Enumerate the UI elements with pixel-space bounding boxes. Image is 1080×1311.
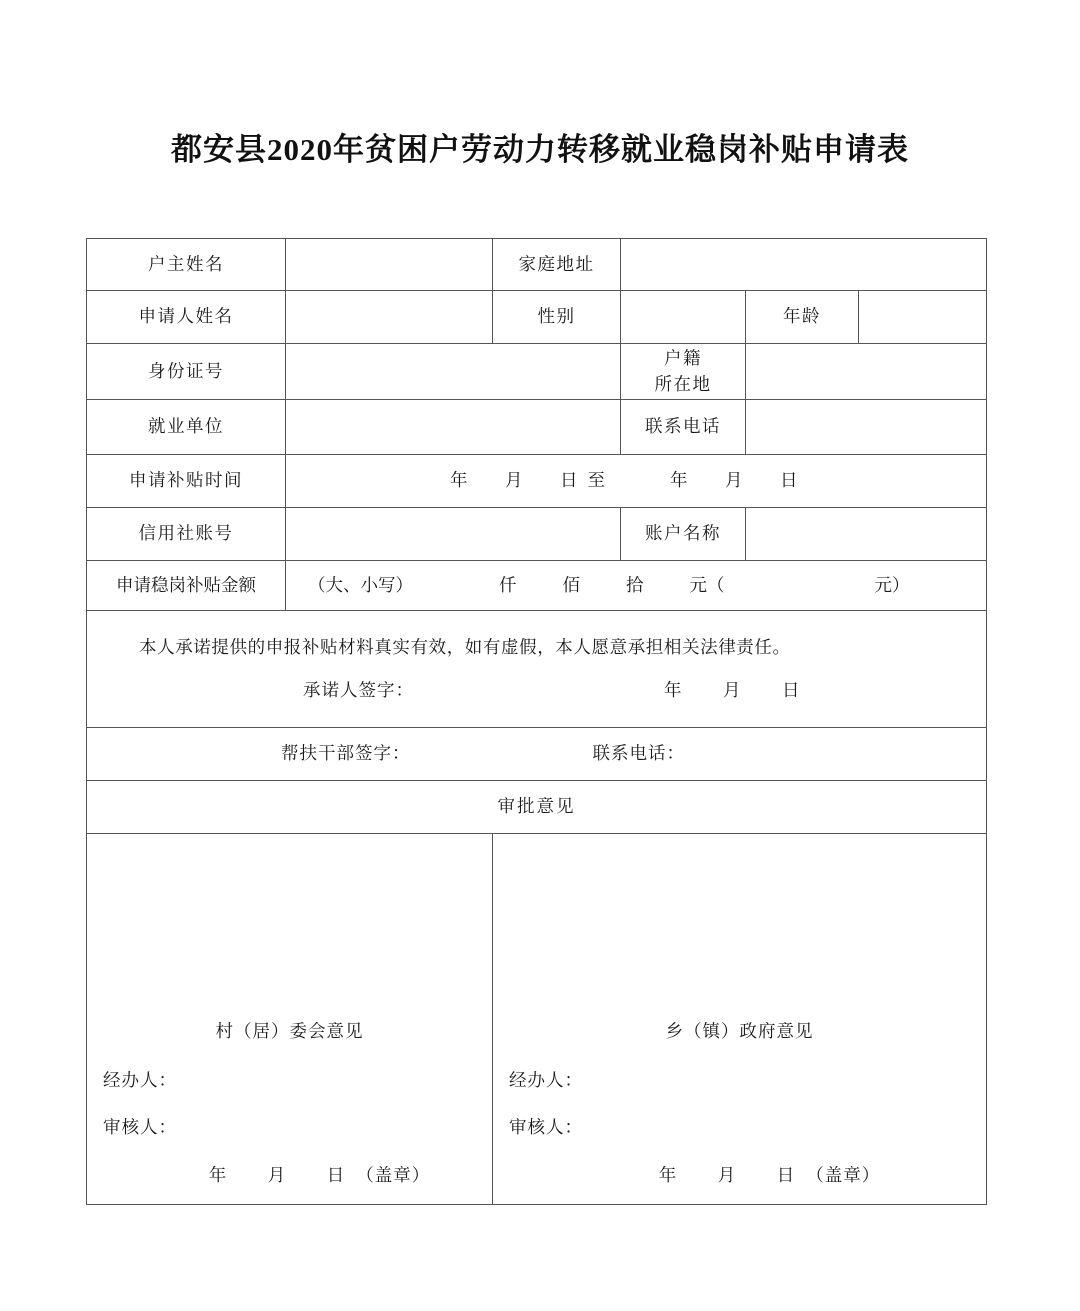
helper-cadre-section	[87, 728, 987, 781]
label-household-registration-line1: 户籍	[664, 348, 702, 369]
township-handler-label: 经办人：	[509, 1069, 583, 1090]
field-id-number[interactable]	[286, 344, 621, 400]
field-home-address[interactable]	[621, 239, 987, 291]
label-contact-phone: 联系电话	[621, 400, 746, 455]
label-household-registration-place	[621, 344, 746, 400]
amount-prefix: （大、小写）	[308, 574, 413, 595]
label-home-address: 家庭地址	[493, 239, 621, 291]
label-age: 年龄	[746, 291, 859, 344]
township-seal-note: （盖章）	[806, 1164, 881, 1185]
label-credit-union-account: 信用社账号	[87, 508, 286, 561]
village-committee-signature-block	[103, 1068, 476, 1188]
table-row	[87, 834, 987, 1205]
subsidy-amount-template	[292, 573, 980, 598]
subsidy-period-date-placeholder: 年 月 日至 年 月 日	[450, 470, 808, 491]
village-committee-opinion-title: 村（居）委会意见	[215, 1021, 364, 1042]
field-applicant-name[interactable]	[286, 291, 493, 344]
label-employer: 就业单位	[87, 400, 286, 455]
label-account-name: 账户名称	[621, 508, 746, 561]
table-row	[87, 781, 987, 834]
village-handler-label: 经办人：	[103, 1069, 177, 1090]
amount-yuan-close: 元）	[874, 574, 910, 595]
table-row	[87, 561, 987, 611]
label-household-registration-line2: 所在地	[654, 373, 712, 394]
commitment-date-placeholder: 年 月 日	[664, 680, 812, 700]
field-credit-union-account[interactable]	[286, 508, 621, 561]
commitment-signature-label: 承诺人签字：	[303, 680, 414, 700]
label-household-head-name: 户主姓名	[87, 239, 286, 291]
label-subsidy-period: 申请补贴时间	[87, 455, 286, 508]
subsidy-application-table	[86, 238, 987, 1205]
page-title: 都安县2020年贫困户劳动力转移就业稳岗补贴申请表	[171, 132, 909, 167]
amount-unit-bai: 佰	[562, 574, 580, 595]
amount-unit-qian: 仟	[499, 574, 517, 595]
township-reviewer-label: 审核人：	[509, 1117, 583, 1138]
table-row	[87, 508, 987, 561]
township-government-opinion-cell[interactable]	[493, 834, 987, 1205]
table-row	[87, 291, 987, 344]
helper-cadre-signature-label: 帮扶干部签字：	[281, 743, 411, 764]
village-committee-opinion-cell[interactable]	[87, 834, 493, 1205]
township-signature-block	[509, 1068, 970, 1188]
field-contact-phone[interactable]	[746, 400, 987, 455]
helper-cadre-line[interactable]	[93, 741, 980, 766]
village-seal-note: （盖章）	[356, 1164, 431, 1185]
table-row	[87, 239, 987, 291]
township-date-seal-line	[509, 1163, 970, 1188]
table-row	[87, 455, 987, 508]
amount-unit-shi: 拾	[626, 574, 644, 595]
village-date-seal-line	[103, 1163, 476, 1188]
helper-cadre-phone-label: 联系电话：	[592, 743, 685, 764]
amount-yuan-open: 元（	[689, 574, 725, 595]
approval-section-header: 审批意见	[87, 781, 987, 834]
field-household-head-name[interactable]	[286, 239, 493, 291]
table-row	[87, 400, 987, 455]
table-row	[87, 728, 987, 781]
field-account-name[interactable]	[746, 508, 987, 561]
field-subsidy-period[interactable]	[286, 455, 987, 508]
field-household-registration-place[interactable]	[746, 344, 987, 400]
label-id-number: 身份证号	[87, 344, 286, 400]
village-reviewer-label: 审核人：	[103, 1117, 177, 1138]
township-date-placeholder: 年 月 日	[658, 1164, 807, 1185]
township-government-opinion-title: 乡（镇）政府意见	[665, 1021, 814, 1042]
field-age[interactable]	[859, 291, 987, 344]
table-row	[87, 344, 987, 400]
commitment-signature-line[interactable]	[93, 678, 980, 703]
table-row	[87, 611, 987, 728]
field-gender[interactable]	[621, 291, 746, 344]
label-gender: 性别	[493, 291, 621, 344]
commitment-text: 本人承诺提供的申报补贴材料真实有效，如有虚假，本人愿意承担相关法律责任。	[139, 636, 791, 657]
commitment-section	[87, 611, 987, 728]
label-applicant-name: 申请人姓名	[87, 291, 286, 344]
village-date-placeholder: 年 月 日	[208, 1164, 357, 1185]
field-subsidy-amount[interactable]	[286, 561, 987, 611]
field-employer[interactable]	[286, 400, 621, 455]
label-subsidy-amount: 申请稳岗补贴金额	[87, 561, 286, 611]
